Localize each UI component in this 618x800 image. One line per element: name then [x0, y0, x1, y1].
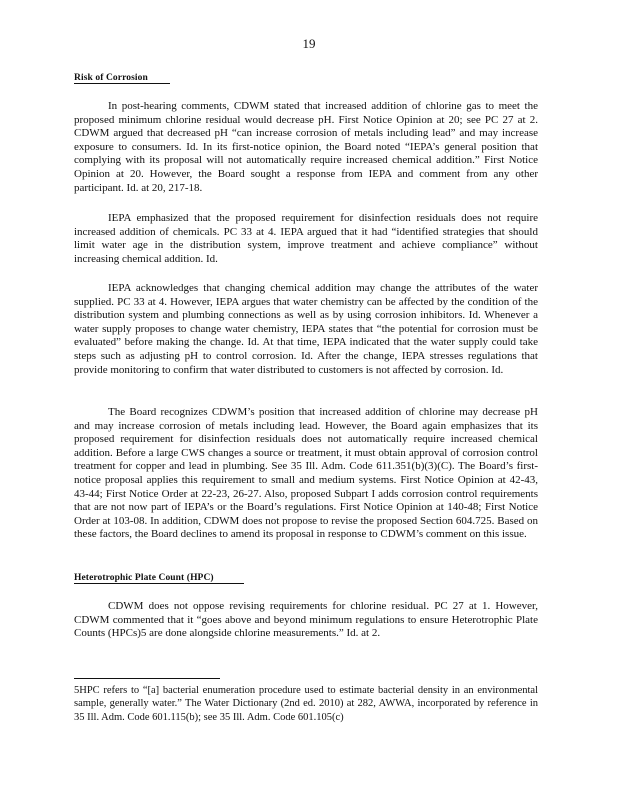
footnote-divider [74, 678, 220, 679]
paragraph-2 [74, 212, 538, 266]
paragraph-4 [74, 406, 538, 542]
paragraph-5-text: CDWM does not oppose revising requirements for chlorine residual. PC 27 at 1. However, CDWM commented that it “goes above and beyond minimum regulations to ensure Heterotrophic Plate Counts (HPCs)5 are done alongside chlorine measurements.” Id. at 2. [74, 600, 538, 640]
paragraph-5 [74, 600, 538, 641]
section-heading-hpc: Heterotrophic Plate Count (HPC) [74, 573, 244, 584]
section-heading-corrosion: Risk of Corrosion [74, 73, 170, 84]
paragraph-4-text: The Board recognizes CDWM’s position that increased addition of chlorine may decrease pH and may increase corrosion of metals including lead. However, the Board again emphasizes that its proposed requirement for disinfection residuals does not automatically require increased chemical addition. Before a large CWS changes a source or treatment, it must obtain approval of corrosion control treatment for copper and lead in plumbing. See 35 Ill. Adm. Code 611.351(b)(3)(C). The Board’s first-notice proposal applies this requirement to small and medium systems. First Notice Opinion at 42-43, 43-44; First Notice Order at 22-23, 26-27. Also, proposed Subpart I adds corrosion control requirements that are not now part of IEPA’s or the Board’s regulations. First Notice Opinion at 140-48; First Notice Order at 103-08. In addition, CDWM does not propose to revise the proposed Section 604.725. Based on these factors, the Board declines to amend its proposal in response to CDWM’s comment on this issue. [74, 406, 538, 541]
paragraph-3-text: IEPA acknowledges that changing chemical addition may change the attributes of the water supplied. PC 33 at 4. However, IEPA argues that water chemistry can be affected by the condition of the distribution system and plumbing connections as well as by using corrosion inhibitors. Id. Whenever a water supply proposes to change water chemistry, IEPA states that “the potential for corrosion must be evaluated” before making the change. Id. At that time, IEPA indicated that the water supply could take steps such as adjusting pH to control corrosion. Id. After the change, IEPA stresses regulations that provide monitoring to confirm that water distributed to customers is not affected by corrosion. Id. [74, 282, 538, 376]
paragraph-1 [74, 100, 538, 195]
page-number: 19 [302, 36, 316, 51]
paragraph-1-text: In post-hearing comments, CDWM stated that increased addition of chlorine gas to meet the proposed minimum chlorine residual would decrease pH. First Notice Opinion at 20; see PC 27 at 2. CDWM argued that decreased pH “can increase corrosion of metals including lead” and may increase exposure to consumers. Id. In its first-notice opinion, the Board noted “IEPA’s general position that complying with its proposal will not automatically require increased chemical addition.” First Notice Opinion at 20. However, the Board sought a response from IEPA and comment from any other participant. Id. at 20, 217-18. [74, 100, 538, 194]
paragraph-3 [74, 282, 538, 377]
footnote: 5HPC refers to “[a] bacterial enumeration procedure used to estimate bacterial density in an environmental sample, generally water.” The Water Dictionary (2nd ed. 2010) at 282, AWWA, incorporated by reference in 35 Ill. Adm. Code 601.115(b); see 35 Ill. Adm. Code 601.105(c) [74, 685, 538, 723]
paragraph-2-text: IEPA emphasized that the proposed requirement for disinfection residuals does not require increased addition of chemicals. PC 33 at 4. IEPA argued that it had “identified strategies that should limit water age in the distribution system, improve treatment and achieve compliance” without increasing chemical addition. Id. [74, 212, 538, 265]
